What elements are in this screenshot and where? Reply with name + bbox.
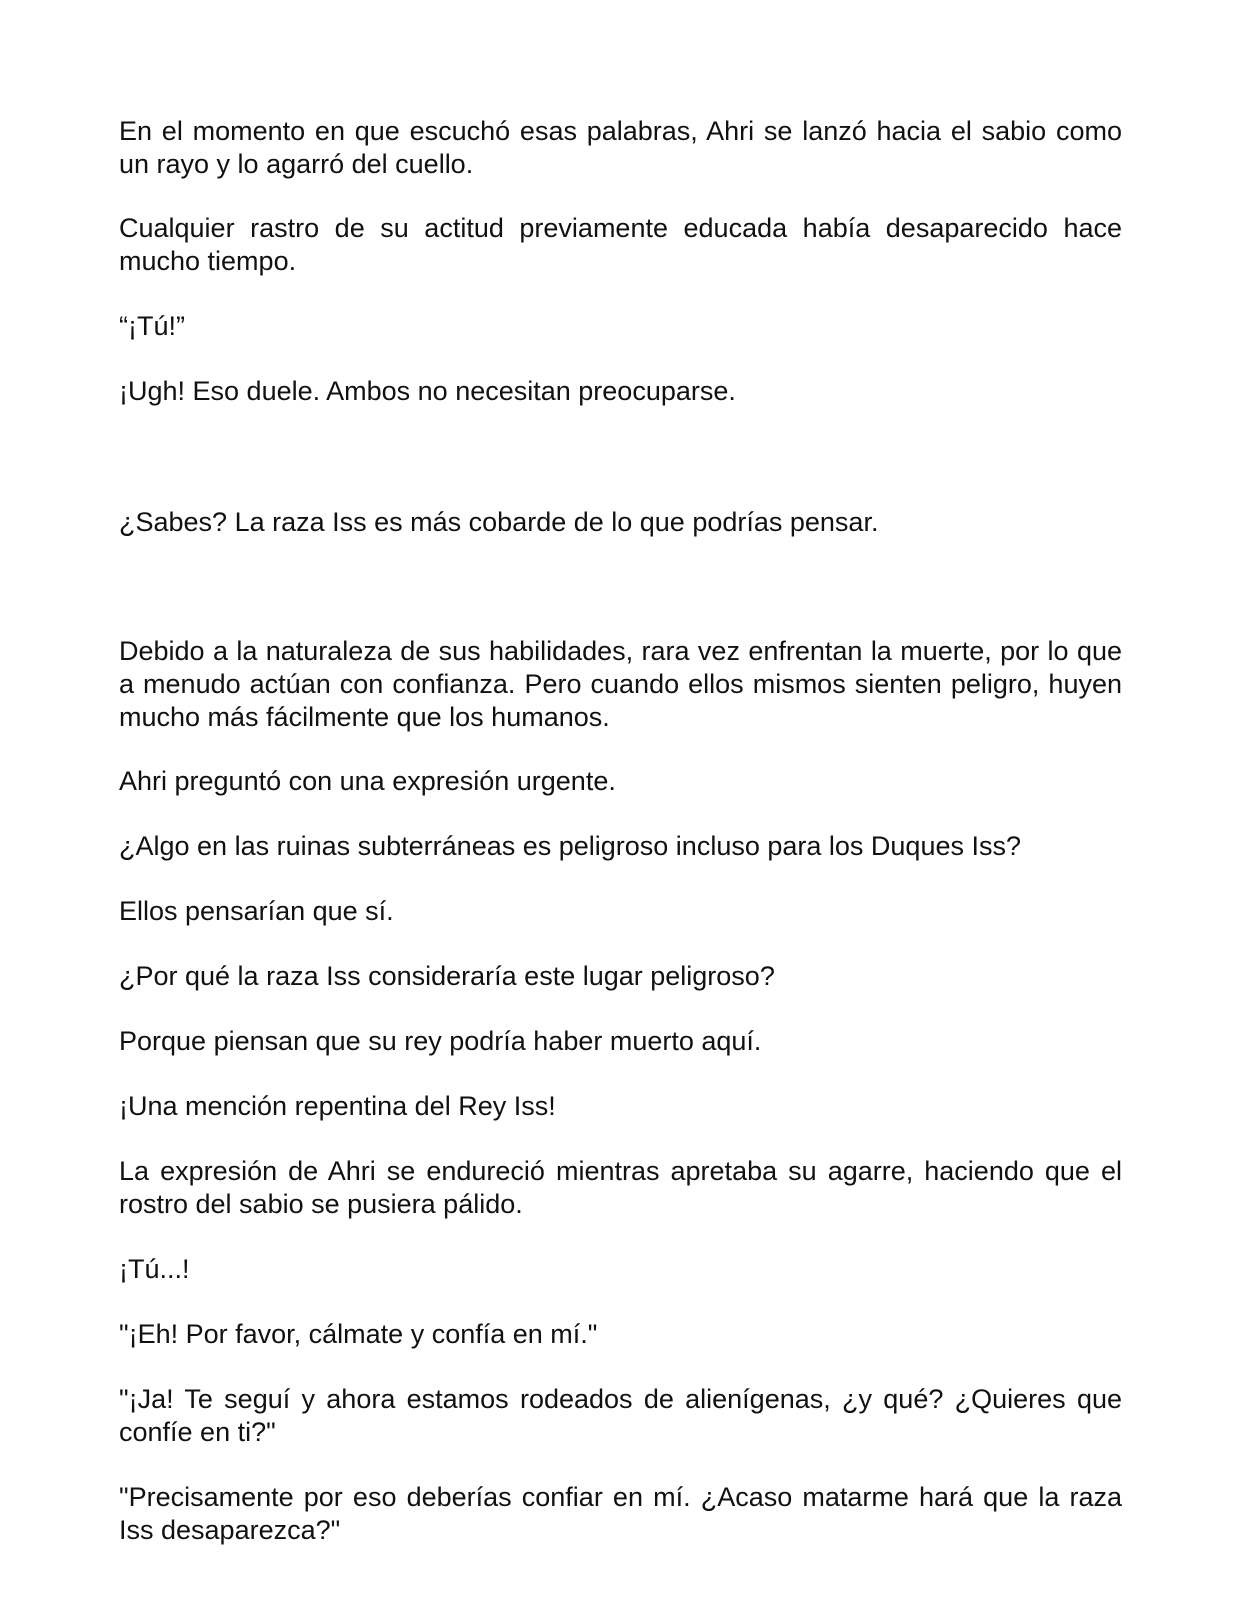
paragraph: ¿Por qué la raza Iss consideraría este lugar peligroso? bbox=[119, 961, 775, 991]
paragraph: "Precisamente por eso deberías confiar en mí. ¿Acaso matarme hará que la raza Iss desaparezca?" bbox=[119, 1482, 1122, 1545]
paragraph: "¡Ja! Te seguí y ahora estamos rodeados de alienígenas, ¿y qué? ¿Quieres que confíe en ti?" bbox=[119, 1384, 1122, 1447]
paragraph: ¿Sabes? La raza Iss es más cobarde de lo que podrías pensar. bbox=[119, 507, 879, 537]
paragraph: Debido a la naturaleza de sus habilidades, rara vez enfrentan la muerte, por lo que a menudo actúan con confianza. Pero cuando ellos mismos sienten peligro, huyen mucho más fácilmente que los humanos. bbox=[119, 636, 1122, 732]
paragraph: ¡Una mención repentina del Rey Iss! bbox=[119, 1091, 556, 1121]
paragraph: ¿Algo en las ruinas subterráneas es peligroso incluso para los Duques Iss? bbox=[119, 831, 1021, 861]
paragraph: ¡Ugh! Eso duele. Ambos no necesitan preocuparse. bbox=[119, 376, 736, 406]
paragraph: La expresión de Ahri se endureció mientras apretaba su agarre, haciendo que el rostro del sabio se pusiera pálido. bbox=[119, 1156, 1122, 1219]
paragraph: “¡Tú!” bbox=[119, 311, 185, 341]
paragraph: En el momento en que escuchó esas palabras, Ahri se lanzó hacia el sabio como un rayo y lo agarró del cuello. bbox=[119, 116, 1122, 179]
paragraph: Ahri preguntó con una expresión urgente. bbox=[119, 766, 616, 796]
paragraph: ¡Tú...! bbox=[119, 1254, 190, 1284]
paragraph: Cualquier rastro de su actitud previamente educada había desaparecido hace mucho tiempo. bbox=[119, 213, 1122, 276]
paragraph: Ellos pensarían que sí. bbox=[119, 896, 394, 926]
paragraph: Porque piensan que su rey podría haber muerto aquí. bbox=[119, 1026, 762, 1056]
paragraph: "¡Eh! Por favor, cálmate y confía en mí." bbox=[119, 1319, 598, 1349]
